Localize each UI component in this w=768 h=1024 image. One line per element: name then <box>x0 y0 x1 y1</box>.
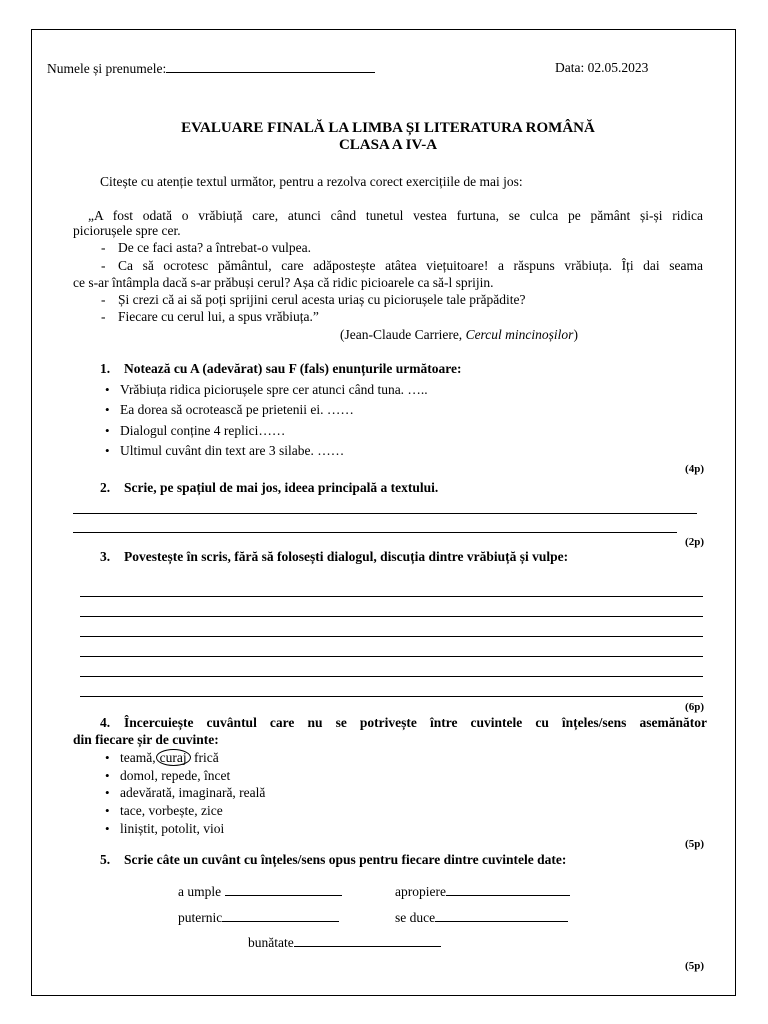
q5-heading: Scrie câte un cuvânt cu înțeles/sens opus pentru fiecare dintre cuvintele date: <box>124 852 567 867</box>
q4-heading-line-2: din fiecare șir de cuvinte: <box>73 732 219 747</box>
name-field <box>47 60 375 77</box>
dialogue-dash: - <box>101 292 106 307</box>
bullet-icon <box>105 750 110 766</box>
q4-heading-line-1: Încercuiește cuvântul care nu se potrivește între cuvintele cu înțeles/sens asemănător <box>124 715 707 730</box>
q1-statement: Ea dorea să ocrotească pe prietenii ei. …… <box>120 402 354 417</box>
q4-word: frică <box>190 750 219 765</box>
q4-word: teamă, <box>120 750 156 765</box>
dialogue-line: De ce faci asta? a întrebat-o vulpea. <box>118 240 312 255</box>
antonym-blank <box>294 934 441 947</box>
antonym-blank <box>222 909 339 922</box>
q5-number: 5. <box>100 852 111 867</box>
story-intro-line-2: piciorușele spre cer. <box>73 223 181 238</box>
q1-number: 1. <box>100 361 111 376</box>
q1-statement: Vrăbiuța ridica piciorușele spre cer atunci când tuna. ….. <box>120 382 428 397</box>
antonym-item <box>178 883 342 900</box>
antonym-item <box>248 934 441 951</box>
bullet-icon <box>105 423 110 439</box>
bullet-icon <box>105 821 110 837</box>
dialogue-line: Ca să ocrotesc pământul, care adăpostește atâtea viețuitoare! a răspuns vrăbiuța. Îți dai seama <box>118 258 703 273</box>
citation-author: (Jean-Claude Carriere, <box>340 327 466 342</box>
answer-line <box>80 656 703 657</box>
answer-line <box>80 596 703 597</box>
page-subtitle: CLASA A IV-A <box>338 137 438 153</box>
antonym-blank <box>446 883 570 896</box>
q5-points: (5p) <box>685 960 704 972</box>
answer-line <box>73 513 697 514</box>
q1-statement: Dialogul conține 4 replici…… <box>120 423 286 438</box>
circled-word: curaj <box>156 749 191 766</box>
antonym-blank <box>435 909 568 922</box>
bullet-icon <box>105 785 110 801</box>
q4-points: (5p) <box>685 838 704 850</box>
antonym-item <box>178 909 339 926</box>
dialogue-line: Fiecare cu cerul lui, a spus vrăbiuța.” <box>118 309 319 324</box>
answer-line <box>73 532 677 533</box>
bullet-icon <box>105 402 110 418</box>
answer-line <box>80 696 703 697</box>
dialogue-dash: - <box>101 240 106 255</box>
answer-line <box>80 636 703 637</box>
dialogue-line-continuation: ce s-ar întâmpla dacă s-ar prăbuși cerul? Așa că ridic picioarele ca să-l sprijin. <box>73 275 494 290</box>
dialogue-dash: - <box>101 309 106 324</box>
q4-word-row: adevărată, imaginară, reală <box>120 785 266 800</box>
antonym-item <box>395 909 568 926</box>
antonym-word: puternic <box>178 910 223 925</box>
antonym-word: se duce <box>395 910 436 925</box>
answer-line <box>80 676 703 677</box>
bullet-icon <box>105 382 110 398</box>
citation-title: Cercul mincinoșilor <box>465 327 574 342</box>
q4-word-row: tace, vorbește, zice <box>120 803 223 818</box>
antonym-word: bunătate <box>248 935 294 950</box>
page-title: EVALUARE FINALĂ LA LIMBA ȘI LITERATURA ROMÂNĂ <box>181 120 595 136</box>
q3-number: 3. <box>100 549 111 564</box>
antonym-blank <box>225 883 342 896</box>
name-blank <box>166 60 375 73</box>
answer-line <box>80 616 703 617</box>
q1-statement: Ultimul cuvânt din text are 3 silabe. …… <box>120 443 345 458</box>
q1-points: (4p) <box>685 463 704 475</box>
reading-instruction: Citește cu atenție textul următor, pentru a rezolva corect exercițiile de mai jos: <box>100 174 523 189</box>
q3-heading: Povestește în scris, fără să folosești dialogul, discuția dintre vrăbiuță și vulpe: <box>124 549 569 564</box>
q4-word-row: liniștit, potolit, vioi <box>120 821 225 836</box>
dialogue-dash: - <box>101 258 106 273</box>
antonym-word: apropiere <box>395 884 446 899</box>
bullet-icon <box>105 803 110 819</box>
dialogue-line: Și crezi că ai să poți sprijini cerul acesta uriaș cu piciorușele tale prăpădite? <box>118 292 526 307</box>
q4-number: 4. <box>100 715 111 730</box>
citation-close: ) <box>573 327 578 342</box>
bullet-icon <box>105 768 110 784</box>
q1-heading: Notează cu A (adevărat) sau F (fals) enunțurile următoare: <box>124 361 462 376</box>
q4-word-row: domol, repede, încet <box>120 768 231 783</box>
q4-word-row <box>120 750 219 766</box>
q3-points: (6p) <box>685 701 704 713</box>
antonym-item <box>395 883 570 900</box>
bullet-icon <box>105 443 110 459</box>
story-intro-line-1: „A fost odată o vrăbiuță care, atunci când tunetul vestea furtuna, se culca pe pământ și-și ridica <box>88 208 703 223</box>
q2-number: 2. <box>100 480 111 495</box>
name-label: Numele și prenumele: <box>47 61 167 76</box>
antonym-word: a umple <box>178 884 222 899</box>
exam-date: Data: 02.05.2023 <box>555 60 649 75</box>
q2-heading: Scrie, pe spațiul de mai jos, ideea principală a textului. <box>124 480 439 495</box>
q2-points: (2p) <box>685 536 704 548</box>
story-citation <box>340 327 578 343</box>
